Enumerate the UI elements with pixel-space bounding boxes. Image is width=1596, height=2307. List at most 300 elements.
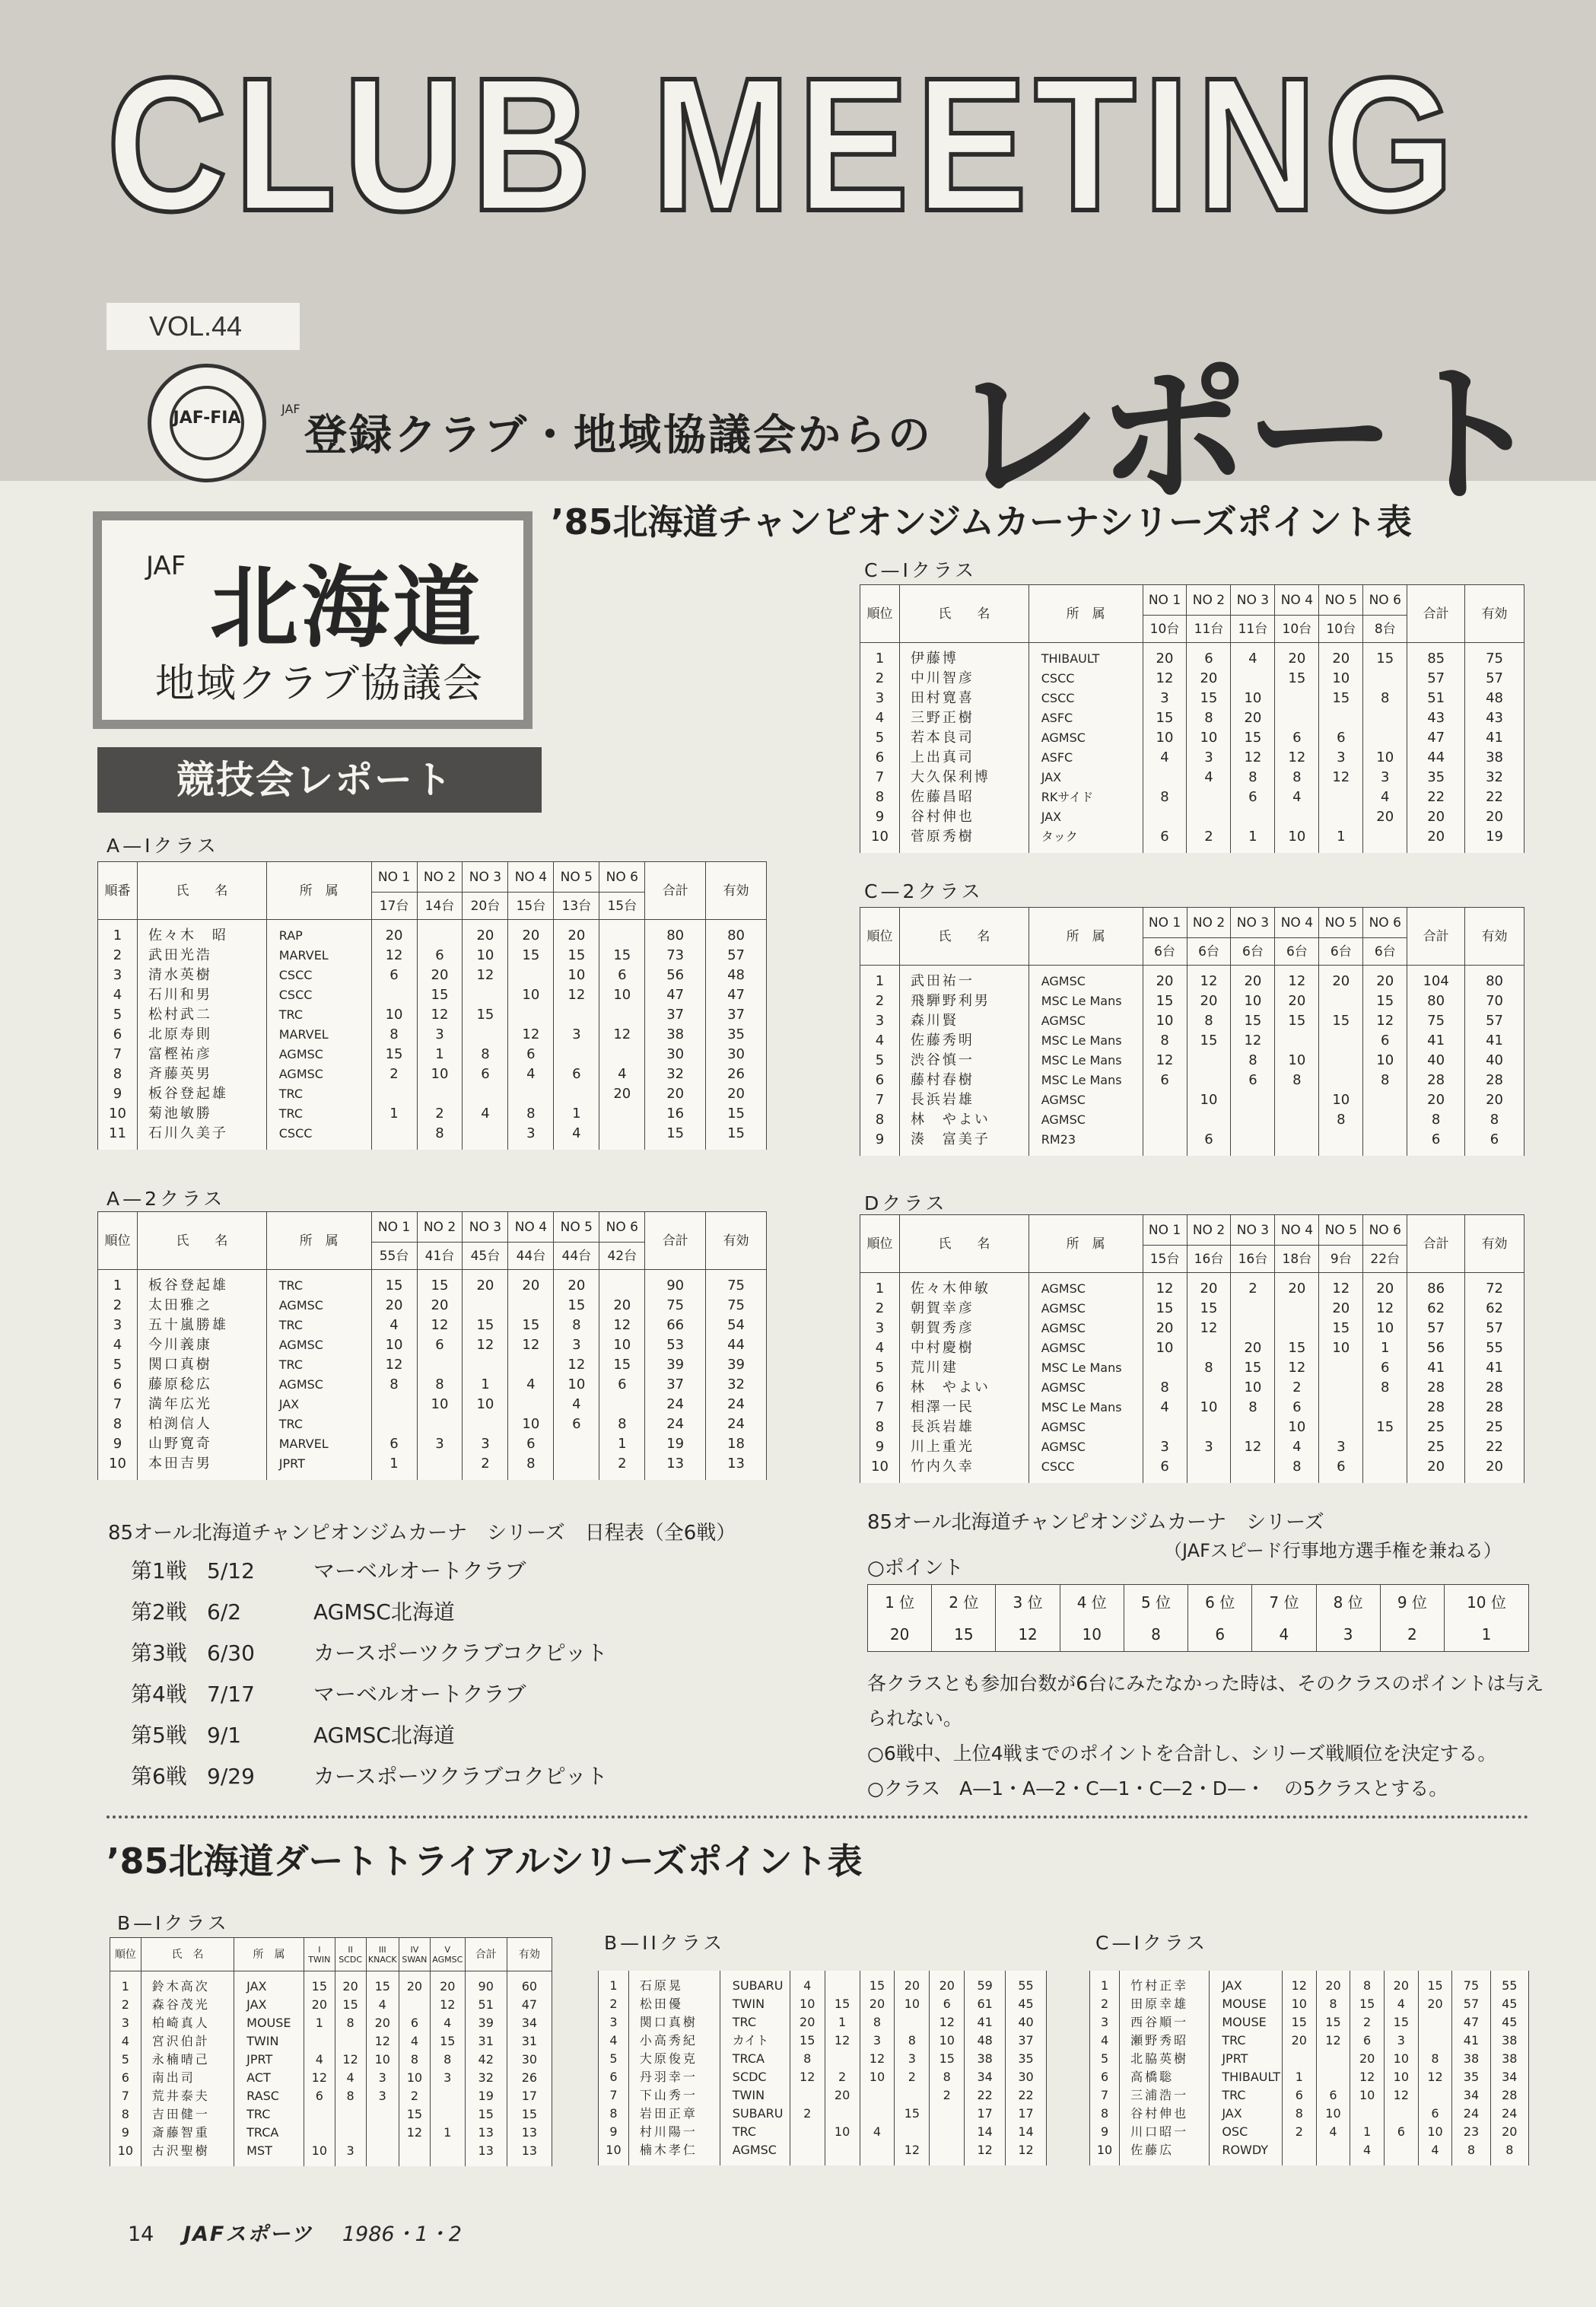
value-cell: 8 xyxy=(1363,1071,1407,1090)
value-cell: 15 xyxy=(860,1971,895,1995)
value-cell: 20 xyxy=(463,920,508,947)
table-row xyxy=(98,920,767,947)
value-cell: 15 xyxy=(335,1996,366,2014)
value-cell: 5 xyxy=(1090,2050,1120,2068)
round-header: NO 5 xyxy=(554,1212,599,1243)
value-cell: 1 xyxy=(371,1454,417,1480)
round-header: NO 2 xyxy=(1187,1215,1231,1246)
value-cell: 6 xyxy=(1407,1130,1465,1156)
club-cell: JPRT xyxy=(1210,2050,1283,2068)
value-cell: 20 xyxy=(1187,991,1231,1011)
points-cell: 15 xyxy=(932,1618,996,1652)
value-cell: 8 xyxy=(1231,1398,1275,1418)
value-cell: 20 xyxy=(430,1971,465,1997)
value-cell: 4 xyxy=(366,1996,399,2014)
value-cell: 2 xyxy=(463,1454,508,1480)
round-header: NO 2 xyxy=(417,862,463,893)
value-cell: 20 xyxy=(860,1995,895,2013)
value-cell: 4 xyxy=(599,1064,645,1084)
round-header: NO 3 xyxy=(463,1212,508,1243)
value-cell: 10 xyxy=(1418,2123,1452,2141)
value-cell: 20 xyxy=(895,1971,930,1995)
club-cell: CSCC xyxy=(1028,689,1143,708)
schedule-club: AGMSC北海道 xyxy=(313,1599,455,1624)
value-cell xyxy=(1275,689,1319,708)
value-cell: 15 xyxy=(508,1316,554,1335)
class-label-d: Dクラス xyxy=(864,1192,948,1214)
round-header: NO 3 xyxy=(1231,1215,1275,1246)
name-cell: 長浜岩雄 xyxy=(899,1418,1028,1437)
value-cell xyxy=(860,2105,895,2123)
position-points-table xyxy=(867,1584,1529,1652)
value-cell: 38 xyxy=(1465,748,1524,768)
table-row xyxy=(98,1296,767,1316)
value-cell: 44 xyxy=(1407,748,1465,768)
value-cell: 10 xyxy=(399,2069,431,2087)
schedule-item xyxy=(131,1592,608,1633)
table-row xyxy=(98,1084,767,1104)
entries-header: 6台 xyxy=(1143,938,1187,966)
name-cell: 湊 富美子 xyxy=(899,1130,1028,1156)
entries-header: 16台 xyxy=(1187,1246,1231,1273)
name-header: 氏 名 xyxy=(137,1212,266,1270)
value-cell xyxy=(430,2142,465,2166)
schedule-club: マーベルオートクラブ xyxy=(313,1682,526,1707)
value-cell: 20 xyxy=(1350,2050,1385,2068)
club-cell: CSCC xyxy=(266,1124,371,1150)
value-cell: 10 xyxy=(304,2142,335,2166)
club-cell: CSCC xyxy=(266,966,371,985)
value-cell: 3 xyxy=(1187,748,1231,768)
name-cell: 永楠晴己 xyxy=(141,2051,234,2069)
value-cell: 6 xyxy=(1143,827,1187,853)
value-cell: 3 xyxy=(1090,2013,1120,2032)
value-cell: 70 xyxy=(1465,991,1524,1011)
value-cell: 10 xyxy=(98,1454,138,1480)
value-cell: 12 xyxy=(1418,2068,1452,2086)
value-cell: 8 xyxy=(1187,708,1231,728)
value-cell: 1 xyxy=(417,1045,463,1064)
value-cell xyxy=(790,2141,825,2165)
value-cell: 3 xyxy=(463,1434,508,1454)
club-cell: カイト xyxy=(720,2032,790,2050)
entries-header: 17台 xyxy=(371,893,417,920)
value-cell: 15 xyxy=(645,1124,706,1150)
value-cell: 12 xyxy=(1363,1299,1407,1319)
value-cell: 24 xyxy=(706,1414,767,1434)
name-cell: 瀬野秀昭 xyxy=(1120,2032,1210,2050)
table-row xyxy=(110,2142,552,2166)
name-cell: 関口真樹 xyxy=(137,1355,266,1375)
table-row xyxy=(599,2105,1047,2123)
table-row xyxy=(98,1025,767,1045)
club-cell: タック xyxy=(1028,827,1143,853)
value-cell: 15 xyxy=(399,2105,431,2124)
value-cell: 13 xyxy=(645,1454,706,1480)
value-cell: 4 xyxy=(399,2032,431,2051)
name-cell: 荒井泰夫 xyxy=(141,2087,234,2105)
value-cell: 20 xyxy=(1407,807,1465,827)
entries-header: 6台 xyxy=(1319,938,1363,966)
value-cell xyxy=(1275,807,1319,827)
value-cell: 20 xyxy=(1407,827,1465,853)
table-row xyxy=(599,2123,1047,2141)
table-row xyxy=(599,2086,1047,2105)
name-cell: 長浜岩雄 xyxy=(899,1090,1028,1110)
name-cell: 竹村正幸 xyxy=(1120,1971,1210,1995)
valid-header: 有効 xyxy=(706,1212,767,1270)
name-cell: 林 やよい xyxy=(899,1378,1028,1398)
value-cell: 2 xyxy=(895,2068,930,2086)
value-cell xyxy=(1319,1398,1363,1418)
table-row xyxy=(98,1005,767,1025)
value-cell: 35 xyxy=(1452,2068,1490,2086)
name-cell: 佐藤昌昭 xyxy=(899,788,1028,807)
points-table-b2 xyxy=(598,1971,1047,2165)
value-cell: 6 xyxy=(1143,1071,1187,1090)
club-header: 所 属 xyxy=(234,1938,304,1971)
value-cell: 13 xyxy=(465,2142,507,2166)
points-system-note: （JAFスピード行事地方選手権を兼ねる） xyxy=(1164,1540,1502,1561)
value-cell: 20 xyxy=(1407,1090,1465,1110)
schedule-title: 85オール北海道チャンピオンジムカーナ シリーズ 日程表（全6戦） xyxy=(108,1522,736,1545)
schedule-club: カースポーツクラブコクピット xyxy=(313,1764,608,1789)
value-cell: 4 xyxy=(1350,2141,1385,2165)
name-cell: 古沢聖樹 xyxy=(141,2142,234,2166)
value-cell: 10 xyxy=(1350,2086,1385,2105)
club-cell: TRC xyxy=(720,2013,790,2032)
value-cell: 10 xyxy=(599,985,645,1005)
value-cell xyxy=(1275,1031,1319,1051)
value-cell xyxy=(1231,1110,1275,1130)
value-cell: 4 xyxy=(98,1335,138,1355)
club-cell: MSC Le Mans xyxy=(1028,1398,1143,1418)
value-cell: 6 xyxy=(1090,2068,1120,2086)
value-cell: 3 xyxy=(430,2069,465,2087)
points-cell: 8 xyxy=(1124,1618,1187,1652)
value-cell: 1 xyxy=(1231,827,1275,853)
value-cell: 18 xyxy=(706,1434,767,1454)
value-cell: 104 xyxy=(1407,966,1465,992)
value-cell: 8 xyxy=(417,1375,463,1395)
header-row xyxy=(110,1938,552,1971)
value-cell xyxy=(463,1084,508,1104)
table-row xyxy=(860,728,1524,748)
round-header: NO 6 xyxy=(1363,1215,1407,1246)
name-cell: 柏渕信人 xyxy=(137,1414,266,1434)
value-cell: 15 xyxy=(1143,991,1187,1011)
jaf-vertical-label: JAF xyxy=(281,402,300,416)
value-cell: 20 xyxy=(366,2014,399,2032)
value-cell: 10 xyxy=(417,1064,463,1084)
value-cell: 6 xyxy=(860,1378,900,1398)
club-cell: AGMSC xyxy=(266,1375,371,1395)
value-cell: 10 xyxy=(1319,1090,1363,1110)
value-cell: 15 xyxy=(417,1270,463,1297)
value-cell: 3 xyxy=(1384,2032,1418,2050)
value-cell: 47 xyxy=(706,985,767,1005)
value-cell: 8 xyxy=(1275,1071,1319,1090)
club-cell: AGMSC xyxy=(1028,1273,1143,1300)
value-cell xyxy=(304,2124,335,2142)
table-row xyxy=(98,1064,767,1084)
value-cell: 39 xyxy=(645,1355,706,1375)
table-row xyxy=(860,1457,1524,1483)
value-cell: 28 xyxy=(1465,1071,1524,1090)
entries-header: 10台 xyxy=(1319,616,1363,643)
value-cell: 20 xyxy=(645,1084,706,1104)
entries-header: 42台 xyxy=(599,1243,645,1270)
region-box xyxy=(93,511,533,729)
club-cell: SCDC xyxy=(720,2068,790,2086)
value-cell: 8 xyxy=(1143,788,1187,807)
value-cell: 6 xyxy=(371,1434,417,1454)
value-cell: 7 xyxy=(1090,2086,1120,2105)
value-cell xyxy=(1319,788,1363,807)
name-cell: 松田優 xyxy=(628,1995,720,2013)
value-cell: 10 xyxy=(1187,1090,1231,1110)
value-cell: 8 xyxy=(1363,1378,1407,1398)
value-cell: 12 xyxy=(366,2032,399,2051)
value-cell: 4 xyxy=(98,985,138,1005)
table-row xyxy=(860,966,1524,992)
value-cell: 20 xyxy=(463,1270,508,1297)
value-cell: 3 xyxy=(895,2050,930,2068)
points-table-c1 xyxy=(860,584,1524,853)
value-cell: 10 xyxy=(1143,1011,1187,1031)
value-cell: 10 xyxy=(1319,1338,1363,1358)
value-cell: 7 xyxy=(599,2086,629,2105)
value-cell: 20 xyxy=(1143,643,1187,670)
value-cell: 10 xyxy=(1275,1051,1319,1071)
club-cell: AGMSC xyxy=(1028,1011,1143,1031)
value-cell: 10 xyxy=(1363,1319,1407,1338)
value-cell: 19 xyxy=(1465,827,1524,853)
value-cell: 13 xyxy=(706,1454,767,1480)
value-cell xyxy=(1231,1457,1275,1483)
entries-header: 16台 xyxy=(1231,1246,1275,1273)
value-cell xyxy=(599,1005,645,1025)
value-cell: 10 xyxy=(508,1414,554,1434)
value-cell: 10 xyxy=(366,2051,399,2069)
table-row xyxy=(860,1378,1524,1398)
value-cell xyxy=(599,1045,645,1064)
position-row xyxy=(868,1585,1529,1618)
value-cell: 12 xyxy=(417,1005,463,1025)
value-cell: 10 xyxy=(1282,1995,1316,2013)
position-cell: 7 位 xyxy=(1252,1585,1316,1618)
region-subtitle: 地域クラブ協議会 xyxy=(155,661,485,707)
club-cell: TWIN xyxy=(720,2086,790,2105)
value-cell: 10 xyxy=(554,966,599,985)
value-cell: 15 xyxy=(507,2105,552,2124)
position-cell: 8 位 xyxy=(1316,1585,1380,1618)
value-cell: 4 xyxy=(430,2014,465,2032)
value-cell: 4 xyxy=(790,1971,825,1995)
value-cell: 6 xyxy=(371,966,417,985)
name-cell: 高橋聡 xyxy=(1120,2068,1210,2086)
value-cell: 51 xyxy=(1407,689,1465,708)
value-cell xyxy=(371,1414,417,1434)
value-cell: 6 xyxy=(554,1414,599,1434)
value-cell: 20 xyxy=(304,1996,335,2014)
value-cell: 20 xyxy=(371,920,417,947)
club-cell: JAX xyxy=(234,1996,304,2014)
value-cell: 8 xyxy=(1452,2141,1490,2165)
value-cell: 20 xyxy=(1465,1457,1524,1483)
value-cell: 15 xyxy=(599,1355,645,1375)
value-cell: 12 xyxy=(1275,1358,1319,1378)
value-cell: 15 xyxy=(463,1005,508,1025)
value-cell: 15 xyxy=(1319,689,1363,708)
value-cell: 20 xyxy=(508,1270,554,1297)
name-cell: 菅原秀樹 xyxy=(899,827,1028,853)
value-cell xyxy=(1316,2068,1350,2086)
round-header: III KNACK xyxy=(366,1938,399,1971)
value-cell: 24 xyxy=(706,1395,767,1414)
value-cell: 5 xyxy=(860,1051,900,1071)
value-cell: 3 xyxy=(1143,1437,1187,1457)
value-cell: 26 xyxy=(507,2069,552,2087)
table-row xyxy=(110,2124,552,2142)
value-cell xyxy=(1350,2105,1385,2123)
value-cell xyxy=(508,1355,554,1375)
points-cell: 12 xyxy=(996,1618,1060,1652)
value-cell: 1 xyxy=(599,1971,629,1995)
name-cell: 谷村伸也 xyxy=(1120,2105,1210,2123)
value-cell: 15 xyxy=(304,1971,335,1997)
entries-header: 8台 xyxy=(1363,616,1407,643)
value-cell: 1 xyxy=(599,1434,645,1454)
value-cell: 2 xyxy=(930,2086,965,2105)
position-cell: 2 位 xyxy=(932,1585,996,1618)
schedule-item xyxy=(131,1551,608,1592)
name-cell: 今川義康 xyxy=(137,1335,266,1355)
value-cell: 48 xyxy=(965,2032,1006,2050)
valid-header: 有効 xyxy=(1465,908,1524,966)
table-row xyxy=(1090,2068,1529,2086)
value-cell xyxy=(1319,991,1363,1011)
name-cell: 下山秀一 xyxy=(628,2086,720,2105)
value-cell xyxy=(1282,2050,1316,2068)
header-row xyxy=(98,1212,767,1243)
value-cell xyxy=(1319,807,1363,827)
value-cell xyxy=(554,1084,599,1104)
club-cell: TRC xyxy=(266,1005,371,1025)
value-cell: 34 xyxy=(507,2014,552,2032)
name-cell: 佐藤秀明 xyxy=(899,1031,1028,1051)
rank-header: 順位 xyxy=(860,585,900,643)
name-cell: 柏崎真人 xyxy=(141,2014,234,2032)
value-cell: 8 xyxy=(98,1064,138,1084)
value-cell: 15 xyxy=(1319,1011,1363,1031)
value-cell xyxy=(1363,669,1407,689)
rule-note: 各クラスとも参加台数が6台にみたなかった時は、そのクラスのポイントは与えられない。 xyxy=(867,1672,1544,1729)
table-row xyxy=(98,1335,767,1355)
name-cell: 山野寛奇 xyxy=(137,1434,266,1454)
value-cell: 20 xyxy=(1187,1273,1231,1300)
value-cell: 10 xyxy=(860,1457,900,1483)
value-cell: 1 xyxy=(98,920,138,947)
class-label-b1: B—Iクラス xyxy=(117,1912,230,1934)
value-cell: 9 xyxy=(860,1437,900,1457)
club-cell: RAP xyxy=(266,920,371,947)
value-cell: 41 xyxy=(1407,1358,1465,1378)
value-cell xyxy=(825,1971,860,1995)
value-cell: 13 xyxy=(507,2142,552,2166)
club-cell: TRC xyxy=(266,1270,371,1297)
value-cell: 12 xyxy=(1384,2086,1418,2105)
value-cell: 4 xyxy=(508,1375,554,1395)
value-cell: 20 xyxy=(1282,2032,1316,2050)
value-cell: 10 xyxy=(1316,2105,1350,2123)
value-cell: 8 xyxy=(599,2105,629,2123)
value-cell: 12 xyxy=(825,2032,860,2050)
value-cell: 7 xyxy=(860,1398,900,1418)
value-cell xyxy=(1319,1130,1363,1156)
value-cell: 1 xyxy=(860,643,900,670)
rank-header: 順位 xyxy=(98,1212,138,1270)
club-cell: JAX xyxy=(266,1395,371,1414)
value-cell: 3 xyxy=(1319,1437,1363,1457)
value-cell: 8 xyxy=(1316,1995,1350,2013)
club-cell: AGMSC xyxy=(266,1064,371,1084)
name-cell: 斎藤智重 xyxy=(141,2124,234,2142)
value-cell: 38 xyxy=(1452,2050,1490,2068)
table-row xyxy=(599,2013,1047,2032)
value-cell: 4 xyxy=(1143,1398,1187,1418)
value-cell: 6 xyxy=(304,2087,335,2105)
value-cell: 5 xyxy=(98,1005,138,1025)
name-cell: 石川和男 xyxy=(137,985,266,1005)
entries-header: 45台 xyxy=(463,1243,508,1270)
value-cell: 15 xyxy=(1275,1338,1319,1358)
club-cell: AGMSC xyxy=(1028,1110,1143,1130)
value-cell: 1 xyxy=(463,1375,508,1395)
value-cell: 4 xyxy=(110,2032,141,2051)
value-cell: 4 xyxy=(1275,1437,1319,1457)
name-cell: 大久保利博 xyxy=(899,768,1028,788)
value-cell xyxy=(508,1296,554,1316)
competition-report-banner: 競技会レポート xyxy=(97,747,542,813)
value-cell xyxy=(554,1045,599,1064)
value-cell: 3 xyxy=(1187,1437,1231,1457)
value-cell: 8 xyxy=(1143,1378,1187,1398)
value-cell: 12 xyxy=(599,1316,645,1335)
value-cell: 15 xyxy=(366,1971,399,1997)
name-cell: 相澤一民 xyxy=(899,1398,1028,1418)
club-cell: ASFC xyxy=(1028,708,1143,728)
value-cell xyxy=(1363,1130,1407,1156)
value-cell: 8 xyxy=(335,2014,366,2032)
value-cell xyxy=(1363,728,1407,748)
value-cell: 8 xyxy=(1275,768,1319,788)
value-cell: 20 xyxy=(825,2086,860,2105)
value-cell: 90 xyxy=(465,1971,507,1997)
value-cell: 28 xyxy=(1465,1398,1524,1418)
value-cell: 22 xyxy=(965,2086,1006,2105)
club-cell: AGMSC xyxy=(1028,1299,1143,1319)
value-cell: 12 xyxy=(371,946,417,966)
value-cell xyxy=(508,966,554,985)
value-cell: 12 xyxy=(508,1025,554,1045)
value-cell: 10 xyxy=(1231,991,1275,1011)
points-table-a2 xyxy=(97,1211,767,1480)
club-cell: TRC xyxy=(1210,2086,1283,2105)
value-cell xyxy=(825,2141,860,2165)
value-cell: 5 xyxy=(98,1355,138,1375)
value-cell: 8 xyxy=(417,1124,463,1150)
